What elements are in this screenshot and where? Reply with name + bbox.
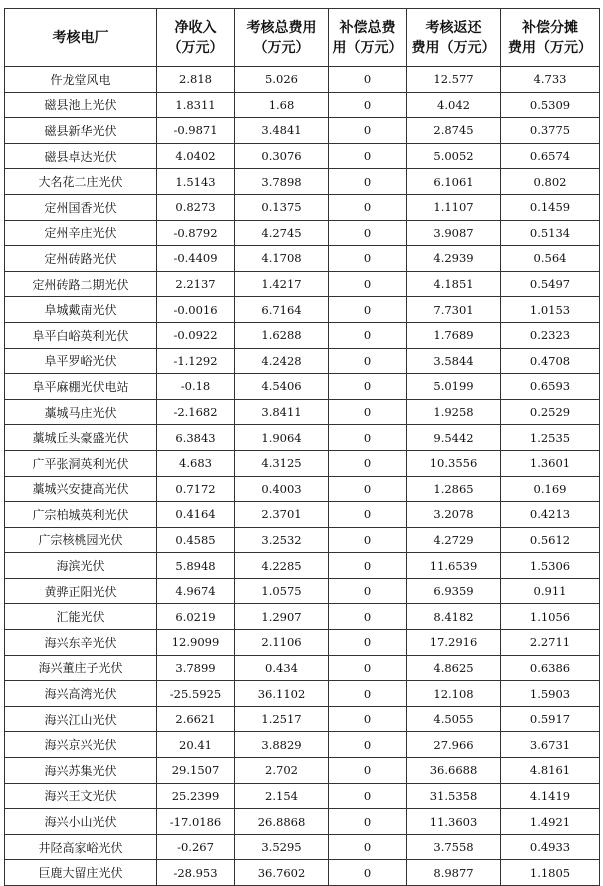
cell-comp-total: 0 bbox=[329, 322, 407, 348]
cell-total-fee: 2.1106 bbox=[235, 630, 329, 656]
table-row bbox=[5, 655, 600, 681]
cell-total-fee: 1.6288 bbox=[235, 322, 329, 348]
cell-comp-share: 0.5612 bbox=[501, 527, 600, 553]
cell-refund: 12.577 bbox=[407, 67, 501, 93]
table-row bbox=[5, 374, 600, 400]
cell-refund: 1.1107 bbox=[407, 194, 501, 220]
cell-plant-name: 定州砖路光伏 bbox=[5, 246, 157, 272]
cell-comp-share: 1.5306 bbox=[501, 553, 600, 579]
cell-refund: 5.0052 bbox=[407, 143, 501, 169]
cell-net-income: -0.0016 bbox=[157, 297, 235, 323]
table-row bbox=[5, 297, 600, 323]
cell-refund: 11.3603 bbox=[407, 809, 501, 835]
table-row bbox=[5, 348, 600, 374]
table-row bbox=[5, 553, 600, 579]
cell-comp-total: 0 bbox=[329, 118, 407, 144]
cell-plant-name: 广宗柏城英利光伏 bbox=[5, 502, 157, 528]
cell-net-income: 1.8311 bbox=[157, 92, 235, 118]
cell-refund: 6.9359 bbox=[407, 578, 501, 604]
cell-comp-share: 4.8161 bbox=[501, 758, 600, 784]
cell-total-fee: 1.68 bbox=[235, 92, 329, 118]
cell-total-fee: 4.1708 bbox=[235, 246, 329, 272]
cell-net-income: 6.0219 bbox=[157, 604, 235, 630]
cell-comp-share: 0.5917 bbox=[501, 706, 600, 732]
cell-comp-share: 3.6731 bbox=[501, 732, 600, 758]
header-plant: 考核电厂 bbox=[5, 9, 157, 67]
cell-comp-share: 0.4708 bbox=[501, 348, 600, 374]
cell-comp-total: 0 bbox=[329, 399, 407, 425]
cell-plant-name: 海兴王文光伏 bbox=[5, 783, 157, 809]
cell-total-fee: 1.2517 bbox=[235, 706, 329, 732]
cell-total-fee: 36.1102 bbox=[235, 681, 329, 707]
table-row bbox=[5, 399, 600, 425]
cell-comp-share: 0.6386 bbox=[501, 655, 600, 681]
cell-comp-share: 0.6593 bbox=[501, 374, 600, 400]
cell-plant-name: 阜平白峪英利光伏 bbox=[5, 322, 157, 348]
cell-comp-share: 0.5309 bbox=[501, 92, 600, 118]
cell-comp-total: 0 bbox=[329, 860, 407, 886]
table-row bbox=[5, 809, 600, 835]
cell-refund: 36.6688 bbox=[407, 758, 501, 784]
cell-total-fee: 3.7898 bbox=[235, 169, 329, 195]
cell-net-income: 0.4164 bbox=[157, 502, 235, 528]
table-row bbox=[5, 67, 600, 93]
header-comp-share: 补偿分摊 费用（万元） bbox=[501, 9, 600, 67]
cell-net-income: 4.0402 bbox=[157, 143, 235, 169]
cell-comp-total: 0 bbox=[329, 553, 407, 579]
cell-plant-name: 巨鹿大留庄光伏 bbox=[5, 860, 157, 886]
cell-plant-name: 阜平罗峪光伏 bbox=[5, 348, 157, 374]
cell-net-income: 4.9674 bbox=[157, 578, 235, 604]
cell-plant-name: 阜城戴南光伏 bbox=[5, 297, 157, 323]
cell-plant-name: 定州国香光伏 bbox=[5, 194, 157, 220]
cell-total-fee: 4.5406 bbox=[235, 374, 329, 400]
cell-total-fee: 1.0575 bbox=[235, 578, 329, 604]
cell-net-income: -2.1682 bbox=[157, 399, 235, 425]
cell-comp-share: 0.2323 bbox=[501, 322, 600, 348]
cell-comp-share: 0.4213 bbox=[501, 502, 600, 528]
cell-comp-share: 0.564 bbox=[501, 246, 600, 272]
cell-plant-name: 广宗核桃园光伏 bbox=[5, 527, 157, 553]
cell-refund: 4.5055 bbox=[407, 706, 501, 732]
cell-refund: 11.6539 bbox=[407, 553, 501, 579]
cell-comp-share: 0.4933 bbox=[501, 834, 600, 860]
cell-plant-name: 藁城丘头豪盛光伏 bbox=[5, 425, 157, 451]
cell-total-fee: 4.2745 bbox=[235, 220, 329, 246]
cell-comp-share: 0.6574 bbox=[501, 143, 600, 169]
cell-comp-share: 1.5903 bbox=[501, 681, 600, 707]
table-body bbox=[5, 67, 600, 886]
table-row bbox=[5, 860, 600, 886]
cell-total-fee: 2.3701 bbox=[235, 502, 329, 528]
cell-comp-share: 0.5134 bbox=[501, 220, 600, 246]
cell-refund: 31.5358 bbox=[407, 783, 501, 809]
cell-comp-total: 0 bbox=[329, 578, 407, 604]
cell-refund: 4.2939 bbox=[407, 246, 501, 272]
cell-comp-total: 0 bbox=[329, 706, 407, 732]
cell-total-fee: 3.2532 bbox=[235, 527, 329, 553]
cell-refund: 12.108 bbox=[407, 681, 501, 707]
cell-comp-total: 0 bbox=[329, 630, 407, 656]
cell-comp-total: 0 bbox=[329, 732, 407, 758]
settlement-table bbox=[4, 8, 600, 886]
cell-comp-total: 0 bbox=[329, 271, 407, 297]
cell-total-fee: 26.8868 bbox=[235, 809, 329, 835]
cell-total-fee: 0.3076 bbox=[235, 143, 329, 169]
cell-comp-share: 4.1419 bbox=[501, 783, 600, 809]
table-row bbox=[5, 322, 600, 348]
cell-refund: 3.2078 bbox=[407, 502, 501, 528]
cell-total-fee: 3.4841 bbox=[235, 118, 329, 144]
cell-plant-name: 广平张洞英利光伏 bbox=[5, 450, 157, 476]
header-net-income: 净收入 （万元） bbox=[157, 9, 235, 67]
cell-comp-share: 0.3775 bbox=[501, 118, 600, 144]
cell-plant-name: 藁城兴安捷高光伏 bbox=[5, 476, 157, 502]
cell-net-income: 0.7172 bbox=[157, 476, 235, 502]
cell-plant-name: 海兴小山光伏 bbox=[5, 809, 157, 835]
cell-comp-total: 0 bbox=[329, 527, 407, 553]
cell-net-income: -0.9871 bbox=[157, 118, 235, 144]
cell-net-income: 6.3843 bbox=[157, 425, 235, 451]
table-row bbox=[5, 732, 600, 758]
cell-net-income: 0.8273 bbox=[157, 194, 235, 220]
cell-plant-name: 海兴苏集光伏 bbox=[5, 758, 157, 784]
cell-plant-name: 阜平麻棚光伏电站 bbox=[5, 374, 157, 400]
table-row bbox=[5, 271, 600, 297]
cell-plant-name: 黄骅正阳光伏 bbox=[5, 578, 157, 604]
cell-plant-name: 海兴江山光伏 bbox=[5, 706, 157, 732]
header-comp-total: 补偿总费 用（万元） bbox=[329, 9, 407, 67]
cell-total-fee: 0.4003 bbox=[235, 476, 329, 502]
cell-refund: 27.966 bbox=[407, 732, 501, 758]
cell-refund: 9.5442 bbox=[407, 425, 501, 451]
cell-net-income: 0.4585 bbox=[157, 527, 235, 553]
cell-total-fee: 1.4217 bbox=[235, 271, 329, 297]
cell-total-fee: 4.2428 bbox=[235, 348, 329, 374]
cell-comp-share: 1.4921 bbox=[501, 809, 600, 835]
cell-net-income: 12.9099 bbox=[157, 630, 235, 656]
cell-comp-total: 0 bbox=[329, 681, 407, 707]
cell-plant-name: 定州砖路二期光伏 bbox=[5, 271, 157, 297]
cell-total-fee: 2.702 bbox=[235, 758, 329, 784]
cell-refund: 8.4182 bbox=[407, 604, 501, 630]
cell-net-income: -17.0186 bbox=[157, 809, 235, 835]
table-row bbox=[5, 758, 600, 784]
cell-refund: 1.7689 bbox=[407, 322, 501, 348]
cell-plant-name: 井陉高家峪光伏 bbox=[5, 834, 157, 860]
cell-comp-total: 0 bbox=[329, 834, 407, 860]
cell-total-fee: 36.7602 bbox=[235, 860, 329, 886]
cell-net-income: -0.4409 bbox=[157, 246, 235, 272]
table-row bbox=[5, 425, 600, 451]
cell-comp-share: 1.1805 bbox=[501, 860, 600, 886]
table-row bbox=[5, 169, 600, 195]
table-row bbox=[5, 578, 600, 604]
header-total-fee: 考核总费用 （万元） bbox=[235, 9, 329, 67]
cell-comp-total: 0 bbox=[329, 143, 407, 169]
table-row bbox=[5, 118, 600, 144]
cell-comp-share: 1.2535 bbox=[501, 425, 600, 451]
cell-plant-name: 海兴东辛光伏 bbox=[5, 630, 157, 656]
table-row bbox=[5, 246, 600, 272]
cell-comp-total: 0 bbox=[329, 348, 407, 374]
cell-comp-total: 0 bbox=[329, 374, 407, 400]
cell-plant-name: 藁城马庄光伏 bbox=[5, 399, 157, 425]
cell-net-income: 4.683 bbox=[157, 450, 235, 476]
cell-total-fee: 3.8829 bbox=[235, 732, 329, 758]
cell-refund: 3.9087 bbox=[407, 220, 501, 246]
cell-comp-share: 0.911 bbox=[501, 578, 600, 604]
cell-total-fee: 0.1375 bbox=[235, 194, 329, 220]
cell-net-income: 3.7899 bbox=[157, 655, 235, 681]
cell-refund: 17.2916 bbox=[407, 630, 501, 656]
cell-plant-name: 仵龙堂风电 bbox=[5, 67, 157, 93]
cell-refund: 3.7558 bbox=[407, 834, 501, 860]
cell-comp-total: 0 bbox=[329, 604, 407, 630]
cell-comp-total: 0 bbox=[329, 502, 407, 528]
cell-refund: 1.9258 bbox=[407, 399, 501, 425]
table-row bbox=[5, 783, 600, 809]
cell-comp-total: 0 bbox=[329, 425, 407, 451]
cell-plant-name: 海滨光伏 bbox=[5, 553, 157, 579]
table-row bbox=[5, 527, 600, 553]
cell-net-income: -0.267 bbox=[157, 834, 235, 860]
cell-comp-total: 0 bbox=[329, 476, 407, 502]
cell-comp-share: 1.1056 bbox=[501, 604, 600, 630]
cell-comp-total: 0 bbox=[329, 92, 407, 118]
cell-total-fee: 1.2907 bbox=[235, 604, 329, 630]
cell-total-fee: 3.5295 bbox=[235, 834, 329, 860]
table-row bbox=[5, 604, 600, 630]
cell-comp-total: 0 bbox=[329, 220, 407, 246]
cell-plant-name: 磁县池上光伏 bbox=[5, 92, 157, 118]
cell-refund: 8.9877 bbox=[407, 860, 501, 886]
header-refund: 考核返还 费用（万元） bbox=[407, 9, 501, 67]
cell-total-fee: 4.2285 bbox=[235, 553, 329, 579]
cell-comp-share: 0.802 bbox=[501, 169, 600, 195]
cell-comp-total: 0 bbox=[329, 758, 407, 784]
cell-comp-share: 1.3601 bbox=[501, 450, 600, 476]
cell-net-income: 20.41 bbox=[157, 732, 235, 758]
cell-comp-total: 0 bbox=[329, 194, 407, 220]
cell-refund: 4.8625 bbox=[407, 655, 501, 681]
cell-net-income: -25.5925 bbox=[157, 681, 235, 707]
cell-refund: 10.3556 bbox=[407, 450, 501, 476]
cell-net-income: -0.8792 bbox=[157, 220, 235, 246]
cell-total-fee: 6.7164 bbox=[235, 297, 329, 323]
cell-plant-name: 磁县新华光伏 bbox=[5, 118, 157, 144]
cell-refund: 3.5844 bbox=[407, 348, 501, 374]
cell-comp-share: 0.1459 bbox=[501, 194, 600, 220]
cell-comp-share: 0.5497 bbox=[501, 271, 600, 297]
cell-comp-total: 0 bbox=[329, 169, 407, 195]
cell-comp-total: 0 bbox=[329, 655, 407, 681]
cell-refund: 7.7301 bbox=[407, 297, 501, 323]
table-row bbox=[5, 143, 600, 169]
cell-comp-share: 4.733 bbox=[501, 67, 600, 93]
cell-refund: 1.2865 bbox=[407, 476, 501, 502]
cell-refund: 4.042 bbox=[407, 92, 501, 118]
cell-net-income: -0.18 bbox=[157, 374, 235, 400]
cell-refund: 5.0199 bbox=[407, 374, 501, 400]
cell-refund: 6.1061 bbox=[407, 169, 501, 195]
cell-refund: 2.8745 bbox=[407, 118, 501, 144]
cell-total-fee: 3.8411 bbox=[235, 399, 329, 425]
table-row bbox=[5, 194, 600, 220]
header-row bbox=[5, 9, 600, 67]
cell-net-income: 2.6621 bbox=[157, 706, 235, 732]
cell-net-income: 1.5143 bbox=[157, 169, 235, 195]
cell-net-income: 5.8948 bbox=[157, 553, 235, 579]
cell-total-fee: 1.9064 bbox=[235, 425, 329, 451]
cell-refund: 4.2729 bbox=[407, 527, 501, 553]
cell-comp-total: 0 bbox=[329, 450, 407, 476]
cell-comp-total: 0 bbox=[329, 67, 407, 93]
cell-total-fee: 5.026 bbox=[235, 67, 329, 93]
table-row bbox=[5, 834, 600, 860]
cell-plant-name: 海兴高湾光伏 bbox=[5, 681, 157, 707]
cell-plant-name: 大名花二庄光伏 bbox=[5, 169, 157, 195]
table-row bbox=[5, 450, 600, 476]
cell-plant-name: 定州辛庄光伏 bbox=[5, 220, 157, 246]
cell-total-fee: 2.154 bbox=[235, 783, 329, 809]
cell-comp-total: 0 bbox=[329, 246, 407, 272]
table-row bbox=[5, 630, 600, 656]
cell-plant-name: 汇能光伏 bbox=[5, 604, 157, 630]
cell-comp-share: 2.2711 bbox=[501, 630, 600, 656]
cell-comp-share: 0.2529 bbox=[501, 399, 600, 425]
cell-comp-total: 0 bbox=[329, 809, 407, 835]
cell-net-income: -0.0922 bbox=[157, 322, 235, 348]
cell-refund: 4.1851 bbox=[407, 271, 501, 297]
table-row bbox=[5, 706, 600, 732]
cell-comp-share: 0.169 bbox=[501, 476, 600, 502]
cell-plant-name: 磁县卓达光伏 bbox=[5, 143, 157, 169]
table-row bbox=[5, 502, 600, 528]
table-row bbox=[5, 681, 600, 707]
cell-comp-total: 0 bbox=[329, 297, 407, 323]
cell-plant-name: 海兴京兴光伏 bbox=[5, 732, 157, 758]
cell-net-income: 29.1507 bbox=[157, 758, 235, 784]
cell-net-income: 25.2399 bbox=[157, 783, 235, 809]
cell-comp-share: 1.0153 bbox=[501, 297, 600, 323]
table-row bbox=[5, 92, 600, 118]
cell-total-fee: 4.3125 bbox=[235, 450, 329, 476]
cell-comp-total: 0 bbox=[329, 783, 407, 809]
table-row bbox=[5, 220, 600, 246]
cell-net-income: -1.1292 bbox=[157, 348, 235, 374]
cell-net-income: 2.818 bbox=[157, 67, 235, 93]
cell-net-income: -28.953 bbox=[157, 860, 235, 886]
cell-net-income: 2.2137 bbox=[157, 271, 235, 297]
cell-total-fee: 0.434 bbox=[235, 655, 329, 681]
table-row bbox=[5, 476, 600, 502]
cell-plant-name: 海兴董庄子光伏 bbox=[5, 655, 157, 681]
